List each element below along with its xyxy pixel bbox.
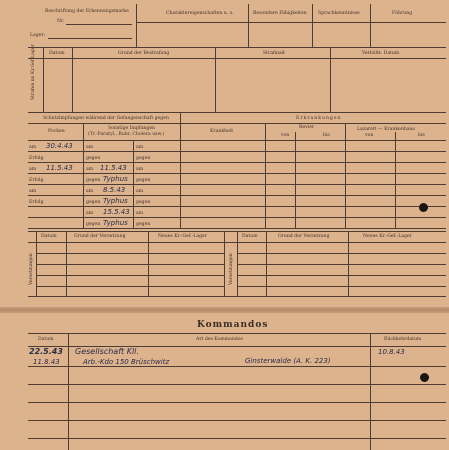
komm-row-3 (28, 402, 446, 403)
hw-komm-date-1: 22.5.43 (29, 347, 63, 356)
vacc-am-3: am (29, 189, 37, 194)
vacc-t-gegen-4: gegen (136, 222, 151, 227)
punish-top (28, 47, 446, 48)
hw-gegen-3: Typhus (103, 197, 128, 205)
trans-r-row-1 (237, 253, 446, 254)
komm-rueckkehr: Rückkehrdatum (384, 337, 422, 342)
vacc-row-6 (28, 206, 446, 207)
vacc-t-gegen-3: gegen (136, 200, 151, 205)
header-divider-4 (370, 4, 371, 47)
ill-col-revier (295, 132, 296, 228)
ill-laz-von: von (365, 133, 374, 138)
trans-l-row-2 (36, 264, 224, 265)
vacc-bottom (28, 228, 446, 229)
vacc-s-gegen-3: gegen (86, 200, 101, 205)
punish-datum: Datum (49, 51, 65, 56)
header-divider (136, 4, 137, 47)
vacc-row-3 (28, 173, 446, 174)
punish-strafmass: Strafmaß (263, 51, 285, 56)
ill-title: Erkrankungen (296, 116, 342, 121)
vacc-am-2: am (29, 167, 37, 172)
hw-gegen-4: Typhus (103, 219, 128, 227)
hw-komm-text-1: Gesellschaft Kll. (75, 347, 139, 356)
hw-komm-text-2: Arb.-Kdo 150 Brüschwitz (83, 358, 170, 366)
vacc-row-2 (28, 162, 446, 163)
komm-row-2 (28, 384, 446, 385)
komm-datum: Datum (38, 337, 54, 342)
punish-head-line (28, 58, 446, 59)
trans-side-label-l: Versetzungen (29, 253, 34, 285)
lager-label: Lager: (30, 33, 46, 38)
punch-hole-top (419, 203, 428, 212)
trans-l-row-4 (36, 286, 224, 287)
vacc-s-gegen-4: gegen (86, 222, 101, 227)
hw-pocken-date-1: 30.4.43 (46, 142, 73, 150)
hw-gegen-2: Typhus (103, 175, 128, 183)
punish-col-1 (43, 47, 44, 112)
vacc-t-gegen-1: gegen (136, 156, 151, 161)
vacc-s-am-1: am (86, 145, 94, 150)
nr-underline (66, 24, 132, 25)
hw-komm-return: 10.8.43 (378, 348, 405, 356)
vacc-title: Schutzimpfungen während der Gefangenschaft gegen (43, 116, 169, 121)
trans-lager-r: Neues Kr.-Gef.-Lager (363, 234, 412, 239)
vacc-row-5 (28, 195, 446, 196)
trans-r-row-2 (237, 264, 446, 265)
vacc-row-1 (28, 151, 446, 152)
punish-col-4 (330, 47, 331, 112)
hw-komm-text-2b: Ginsterwalde (A. K. 223) (245, 357, 331, 365)
vacc-t-am-1: am (136, 145, 144, 150)
camp-designation-label: Beschriftung der Erkennungsmarke (45, 9, 129, 14)
komm-top (28, 333, 446, 334)
card-seam (0, 307, 449, 313)
trans-grund-r: Grund der Versetzung (278, 234, 330, 239)
trans-bottom (28, 296, 446, 297)
komm-row-4 (28, 420, 446, 421)
vacc-t-gegen-2: gegen (136, 178, 151, 183)
kommandos-title: Kommandos (197, 320, 269, 330)
hw-imp-date-2: 8.5.43 (103, 186, 126, 194)
conduct-label: Führung (392, 11, 413, 16)
vacc-s-am-2: am (86, 167, 94, 172)
ill-revier: Revier (299, 125, 315, 130)
vacc-sonstige-sub: (Tr.-Paratyl., Ruhr, Cholera usw.) (88, 132, 165, 137)
header-divider-2 (248, 4, 249, 47)
language-label: Sprachkenntnisse (318, 11, 360, 16)
punish-verbuesst: Verbüßt: Datum (362, 51, 400, 56)
vacc-pocken: Pocken (48, 129, 65, 134)
vacc-erfolg-1: Erfolg (29, 156, 44, 161)
trans-grund-l: Grund der Versetzung (74, 234, 126, 239)
trans-datum-r: Datum (242, 234, 258, 239)
komm-row-1 (28, 366, 446, 367)
ill-col-1 (265, 123, 266, 228)
ill-col-2 (345, 123, 346, 228)
vacc-s-am-3: am (86, 189, 94, 194)
vacc-t-am-2: am (136, 167, 144, 172)
ill-laz-bis: bis (418, 133, 425, 138)
header-hline (136, 22, 446, 23)
vacc-ill-divider (180, 112, 181, 228)
trans-mid (224, 231, 225, 296)
trans-r-row-4 (237, 286, 446, 287)
komm-col-1 (68, 333, 69, 450)
ill-lazarett: Lazarett — Krankenhaus (357, 127, 415, 132)
ill-revier-von: von (281, 133, 290, 138)
vacc-t-am-4: am (136, 211, 144, 216)
vacc-sonstige: Sonstige Impfungen (108, 126, 156, 131)
header-divider-3 (312, 4, 313, 47)
hw-pocken-date-2: 11.5.43 (46, 164, 73, 172)
trans-l-row-1 (36, 253, 224, 254)
vacc-row-7 (28, 217, 446, 218)
vacc-s-gegen-1: gegen (86, 156, 101, 161)
character-label: Charaktereigenschaften u. s. (166, 11, 234, 16)
vacc-t-am-3: am (136, 189, 144, 194)
vacc-erfolg-3: Erfolg (29, 200, 44, 205)
hw-komm-date-2: 11.8.43 (33, 358, 60, 366)
lager-underline (48, 38, 132, 39)
punch-hole-bottom (420, 373, 429, 382)
punish-bottom (28, 112, 446, 113)
nr-label: Nr. (57, 19, 65, 24)
ill-revier-bis: bis (323, 133, 330, 138)
trans-datum-l: Datum (41, 234, 57, 239)
ill-col-laz (395, 132, 396, 228)
hw-imp-date-3: 15.5.43 (103, 208, 130, 216)
komm-row-5 (28, 438, 446, 439)
komm-col-2 (370, 333, 371, 450)
vacc-erfolg-2: Erfolg (29, 178, 44, 183)
trans-lager-l: Neues Kr.-Gef.-Lager (158, 234, 207, 239)
vacc-col-1 (83, 123, 84, 228)
vacc-title-line (28, 123, 446, 124)
trans-side-label-r: Versetzungen (229, 253, 234, 285)
vacc-row-4 (28, 184, 446, 185)
punish-col-3 (215, 47, 216, 112)
komm-art: Art des Kommandos (196, 337, 243, 342)
trans-l-row-3 (36, 275, 224, 276)
hw-imp-date-1: 11.5.43 (100, 164, 127, 172)
abilities-label: Besondere Fähigkeiten (253, 11, 307, 16)
vacc-am-1: am (29, 145, 37, 150)
vacc-s-am-4: am (86, 211, 94, 216)
punish-side-label: Strafen im Kr.Gef.Lager (31, 44, 36, 100)
ill-krankheit: Krankheit (210, 129, 234, 134)
trans-r-row-3 (237, 275, 446, 276)
punish-col-2 (72, 47, 73, 112)
vacc-s-gegen-2: gegen (86, 178, 101, 183)
punish-grund: Grund der Bestrafung (118, 51, 170, 56)
vacc-head-line (28, 140, 446, 141)
